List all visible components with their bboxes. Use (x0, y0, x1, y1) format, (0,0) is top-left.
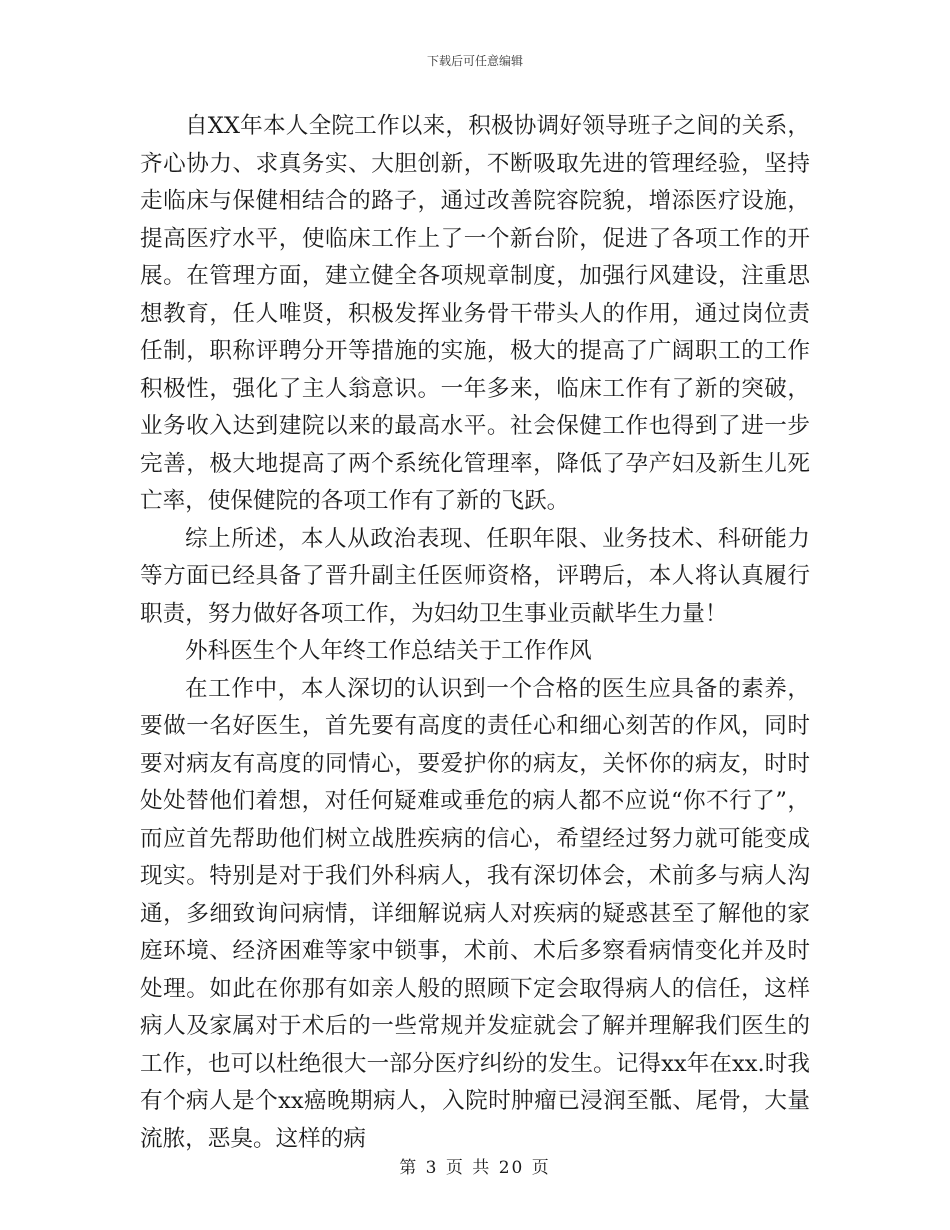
paragraph-work-style: 在工作中，本人深切的认识到一个合格的医生应具备的素养，要做一名好医生，首先要有高度的责任心和细心刻苦的作风，同时要对病友有高度的同情心，要爱护你的病友，关怀你的病友，时时处处替他们着想，对任何疑难或垂危的病人都不应说“你不行了”，而应首先帮助他们树立战胜疾病的信心，希望经过努力就可能变成现实。特别是对于我们外科病人，我有深切体会，术前多与病人沟通，多细致询问病情，详细解说病人对疾病的疑惑甚至了解他的家庭环境、经济困难等家中锁事，术前、术后多察看病情变化并及时处理。如此在你那有如亲人般的照顾下定会取得病人的信任，这样病人及家属对于术后的一些常规并发症就会了解并理解我们医生的工作，也可以杜绝很大一部分医疗纠纷的发生。记得xx年在xx.时我有个病人是个xx癌晚期病人，入院时肿瘤已浸润至骶、尾骨，大量流脓，恶臭。这样的病 (140, 675, 810, 1152)
paragraph-summary: 综上所述，本人从政治表现、任职年限、业务技术、科研能力等方面已经具备了晋升副主任医师资格，评聘后，本人将认真履行职责，努力做好各项工作，为妇幼卫生事业贡献毕生力量！ (140, 525, 810, 627)
section-heading: 外科医生个人年终工作总结关于工作作风 (185, 638, 592, 664)
header-note: 下载后可任意编辑 (426, 54, 523, 68)
paragraph-leadership: 自XX年本人全院工作以来，积极协调好领导班子之间的关系，齐心协力、求真务实、大胆创新，不断吸取先进的管理经验，坚持走临床与保健相结合的路子，通过改善院容院貌，增添医疗设施，提高医疗水平，使临床工作上了一个新台阶，促进了各项工作的开展。在管理方面，建立健全各项规章制度，加强行风建设，注重思想教育，任人唯贤，积极发挥业务骨干带头人的作用，通过岗位责任制，职称评聘分开等措施的实施，极大的提高了广阔职工的工作积极性，强化了主人翁意识。一年多来，临床工作有了新的突破，业务收入达到建院以来的最高水平。社会保健工作也得到了进一步完善，极大地提高了两个系统化管理率，降低了孕产妇及新生儿死亡率，使保健院的各项工作有了新的飞跃。 (140, 113, 810, 514)
document-body (140, 108, 810, 1158)
page-number: 第 3 页 共 20 页 (399, 1158, 551, 1178)
